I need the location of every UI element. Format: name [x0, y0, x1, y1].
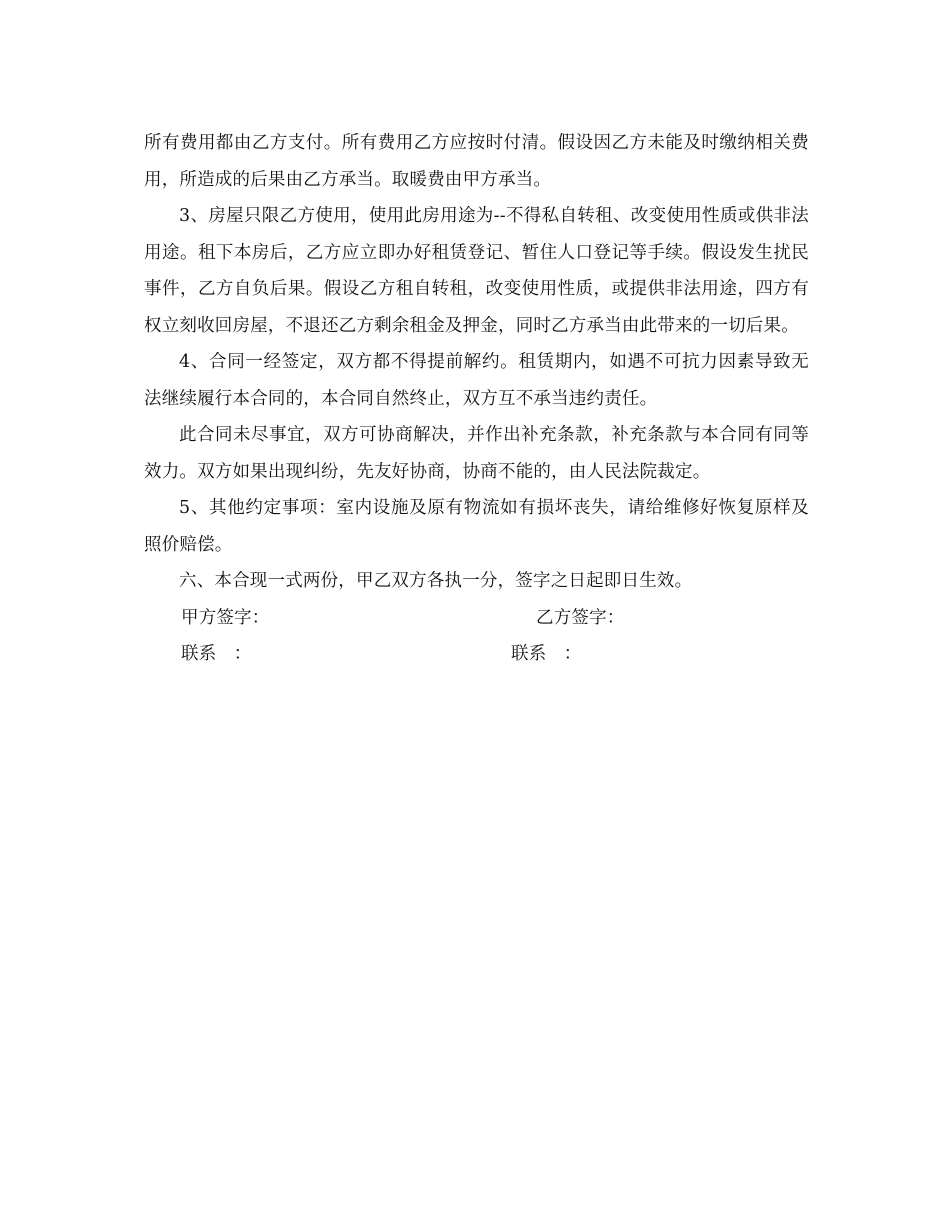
- party-a-contact-label: 联系 ：: [181, 644, 252, 664]
- contact-row: [144, 636, 809, 673]
- paragraph-clause-6: 六、本合现一式两份，甲乙双方各执一分，签字之日起即日生效。: [179, 571, 693, 591]
- paragraph-fees: 所有费用都由乙方支付。所有费用乙方应按时付清。假设因乙方未能及时缴纳相关费用，所造成的后果由乙方承当。取暖费由甲方承当。: [144, 133, 809, 190]
- party-b-signature-label: 乙方签字：: [536, 607, 625, 628]
- paragraph-clause-5: 5、其他约定事项：室内设施及原有物流如有损坏丧失，请给维修好恢复原样及照价赔偿。: [144, 498, 809, 555]
- paragraph-supplementary: 此合同未尽事宜，双方可协商解决，并作出补充条款，补充条款与本合同有同等效力。双方如果出现纠纷，先友好协商，协商不能的，由人民法院裁定。: [144, 425, 809, 482]
- party-a-signature-label: 甲方签字：: [181, 607, 270, 628]
- party-b-contact-label: 联系 ：: [511, 644, 582, 664]
- signature-row: [144, 600, 809, 637]
- document-body: [144, 125, 809, 673]
- paragraph-clause-3: 3、房屋只限乙方使用，使用此房用途为--不得私自转租、改变使用性质或供非法用途。租下本房后，乙方应立即办好租赁登记、暂住人口登记等手续。假设发生扰民事件，乙方自负后果。假设乙方租自转租，改变使用性质，或提供非法用途，四方有权立刻收回房屋，不退还乙方剩余租金及押金，同时乙方承当由此带来的一切后果。: [144, 206, 809, 336]
- paragraph-clause-4: 4、合同一经签定，双方都不得提前解约。租赁期内，如遇不可抗力因素导致无法继续履行本合同的，本合同自然终止，双方互不承当违约责任。: [144, 352, 809, 409]
